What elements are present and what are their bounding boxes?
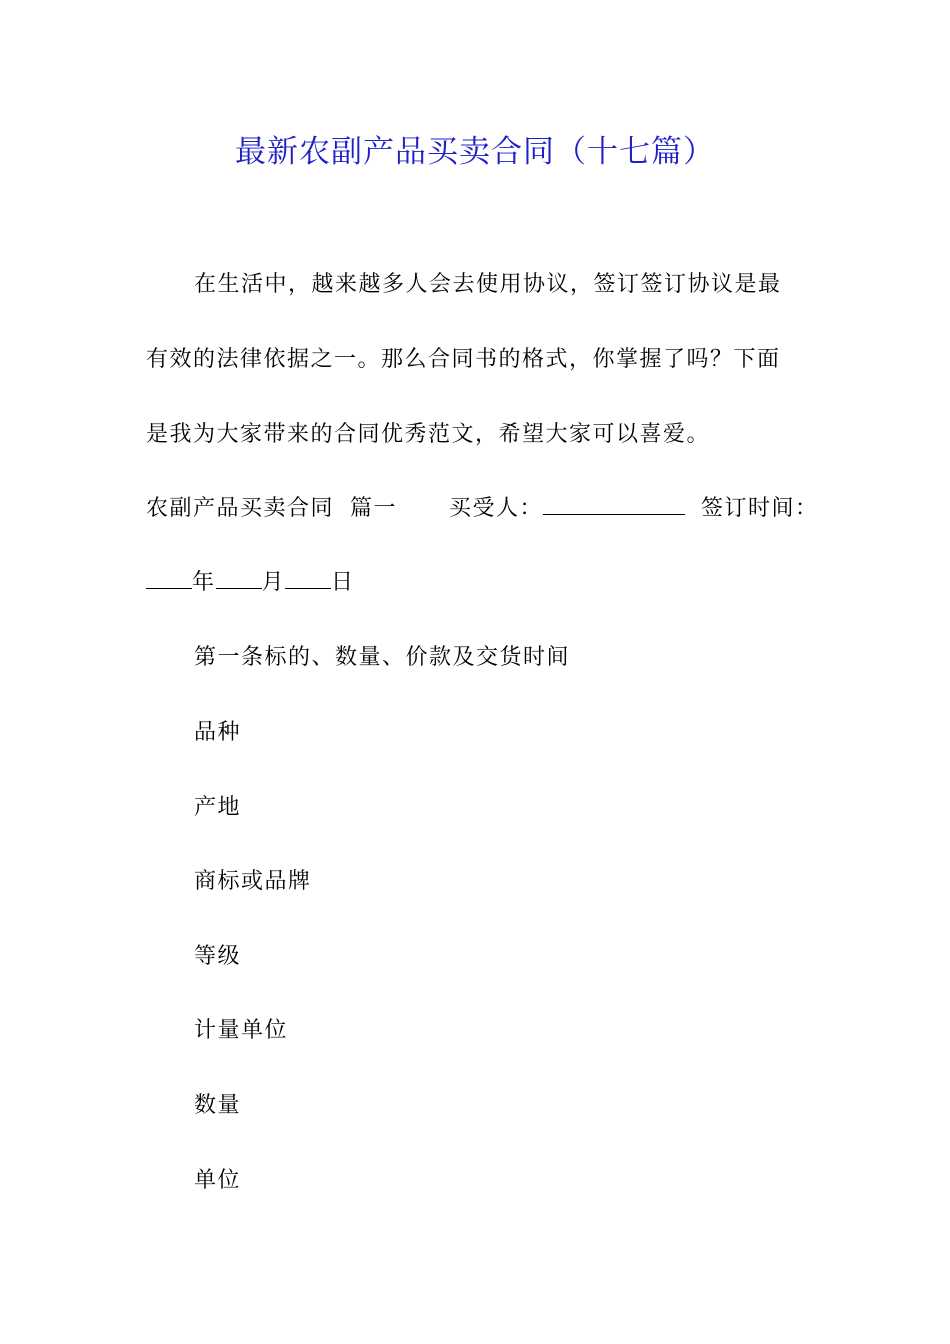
article-1-heading: 第一条标的、数量、价款及交货时间: [194, 645, 571, 670]
item-unit-of-measure: 计量单位: [194, 1018, 289, 1043]
month-label: 月: [261, 570, 286, 595]
contract-header-line: [146, 494, 819, 524]
day-blank: [285, 568, 331, 589]
intro-line-2: 有效的法律依据之一。那么合同书的格式，你掌握了吗？下面: [146, 347, 781, 372]
date-line: [146, 568, 355, 598]
intro-line-3: 是我为大家带来的合同优秀范文，希望大家可以喜爱。: [146, 422, 711, 447]
intro-line-1: 在生活中，越来越多人会去使用协议，签订签订协议是最: [194, 272, 782, 297]
sign-time-label: 签订时间：: [701, 496, 819, 521]
contract-part: 篇一: [350, 496, 398, 521]
buyer-label: 买受人：: [449, 496, 544, 521]
item-grade: 等级: [194, 944, 242, 969]
item-brand: 商标或品牌: [194, 869, 312, 894]
buyer-blank: [543, 494, 685, 515]
day-label: 日: [331, 570, 355, 595]
item-variety: 品种: [194, 720, 242, 745]
item-origin: 产地: [194, 795, 242, 820]
contract-name: 农副产品买卖合同: [146, 496, 335, 521]
item-unit: 单位: [194, 1168, 242, 1193]
year-blank: [146, 568, 192, 589]
document-title: 最新农副产品买卖合同（十七篇）: [235, 134, 715, 170]
item-quantity: 数量: [194, 1093, 242, 1118]
year-label: 年: [192, 570, 216, 595]
month-blank: [216, 568, 262, 589]
